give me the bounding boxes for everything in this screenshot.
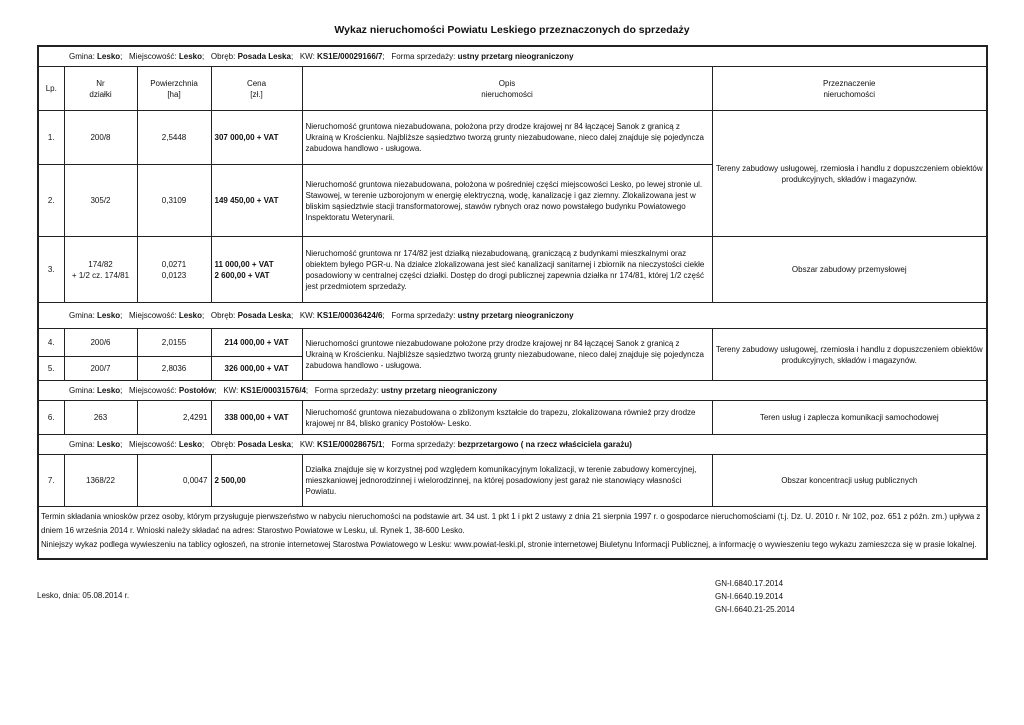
reference-numbers bbox=[715, 577, 795, 616]
group-header-2: Gmina: Lesko; Miejscowość: Lesko; Obręb: Posada Leska; KW: KS1E/00036424/6; Forma sprzedaży: ustny przetarg nieograniczony bbox=[38, 303, 987, 329]
reference-number: GN-I.6840.17.2014 bbox=[715, 579, 784, 588]
header-przeznaczenie: Przeznaczenie nieruchomości bbox=[712, 67, 987, 111]
header-opis: Opis nieruchomości bbox=[302, 67, 712, 111]
reference-number: GN-I.6640.21-25.2014 bbox=[715, 605, 795, 614]
przeznaczenie-7: Obszar koncentracji usług publicznych bbox=[712, 455, 987, 507]
footer-note bbox=[38, 507, 987, 560]
header-lp: Lp. bbox=[38, 67, 64, 111]
przeznaczenie-4-5: Tereny zabudowy usługowej, rzemiosła i handlu z dopuszczeniem obiektów produkcyjnych, składów i magazynów. bbox=[712, 329, 987, 381]
group-header-4: Gmina: Lesko; Miejscowość: Lesko; Obręb: Posada Leska; KW: KS1E/00028675/1; Forma sprzedaży: bezprzetargowo ( na rzecz właściciela garażu) bbox=[38, 435, 987, 455]
table-row: 7. 1368/22 0,0047 2 500,00 Działka znajduje się w korzystnej pod względem komunikacyjnym lokalizacji, w terenie zabudowy komercyjnej, mieszkaniowej jednorodzinnej i wielorodzinnej, na której posadowiony jest garaż nie stanowiący własności Powiatu. Obszar koncentracji usług publicznych bbox=[38, 455, 987, 507]
table-row: 4. 200/6 2,0155 214 000,00 + VAT Nieruchomości gruntowe niezabudowane położone przy drodze krajowej nr 84 łączącej Sanok z granicą z Ukrainą w Krościenku. Najbliższe sąsiedztwo tworzą grunty niezabudowane, nieco dalej znajduje się pojedyncza zabudowa handlowo - usługowa. Tereny zabudowy usługowej, rzemiosła i handlu z dopuszczeniem obiektów produkcyjnych, składów i magazynów. bbox=[38, 329, 987, 357]
table-row: 1. 200/8 2,5448 307 000,00 + VAT Nieruchomość gruntowa niezabudowana, położona przy drodze krajowej nr 84 łączącej Sanok z granicą z Ukrainą w Krościenku. Najbliższe sąsiedztwo tworzą grunty niezabudowane, nieco dalej znajduje się pojedyncza zabudowa handlowo - usługowa. Tereny zabudowy usługowej, rzemiosła i handlu z dopuszczeniem obiektów produkcyjnych, składów i magazynów. bbox=[38, 111, 987, 165]
footer-paragraph-1: Termin składania wniosków przez osoby, którym przysługuje pierwszeństwo w nabyciu nieruchomości na podstawie art. 34 ust. 1 pkt 1 i pkt 2 ustawy z dnia 21 sierpnia 1997 r. o gospodarce nieruchomościami (t.j. Dz. U. 2010 r. Nr 102, poz. 651 z późn. zm.) upływa z dniem 16 września 2014 r. Wnioski należy składać na adres: Starostwo Powiatowe w Lesku, ul. Rynek 1, 38-600 Lesko. bbox=[41, 512, 981, 535]
przeznaczenie-6: Teren usług i zaplecza komunikacji samochodowej bbox=[712, 401, 987, 435]
document-title: Wykaz nieruchomości Powiatu Leskiego przeznaczonych do sprzedaży bbox=[334, 24, 690, 36]
reference-number: GN-I.6640.19.2014 bbox=[715, 592, 784, 601]
property-table bbox=[37, 45, 988, 560]
przeznaczenie-3: Obszar zabudowy przemysłowej bbox=[712, 237, 987, 303]
przeznaczenie-1-2: Tereny zabudowy usługowej, rzemiosła i handlu z dopuszczeniem obiektów produkcyjnych, składów i magazynów. bbox=[712, 111, 987, 237]
table-row: 2. 305/2 0,3109 149 450,00 + VAT Nieruchomość gruntowa niezabudowana, położona w pośredniej części miejscowości Lesko, po lewej stronie ul. Stawowej, w terenie uzborojonym w energię elektryczną, wodę, kanalizację i gaz ziemny. Zlokalizowana jest w bliskim sąsiedztwie stacji transformatorowej, stawów rybnych oraz nowo powstałego budynku Powiatowego Inspektoratu Weterynarii. bbox=[38, 165, 987, 237]
group-header-1: Gmina: Lesko; Miejscowość: Lesko; Obręb: Posada Leska; KW: KS1E/00029166/7; Forma sprzedaży: ustny przetarg nieograniczony bbox=[38, 46, 987, 67]
footer-paragraph-2: Niniejszy wykaz podlega wywieszeniu na tablicy ogłoszeń, na stronie internetowej Starostwa Powiatowego w Lesku: www.powiat-leski.pl, stronie internetowej Biuletynu Informacji Publicznej, a informację o wywieszeniu tego wykazu zamieszcza się w prasie lokalnej. bbox=[41, 540, 977, 549]
place-date: Lesko, dnia: 05.08.2014 r. bbox=[37, 591, 130, 600]
table-row: 3. 174/82 + 1/2 cz. 174/81 0,0271 0,0123 11 000,00 + VAT 2 600,00 + VAT Nieruchomość gruntowa nr 174/82 jest działką niezabudowaną, graniczącą z budynkami mieszkalnymi oraz obiektem byłego PGR-u. Na działce zlokalizowana jest sieć kanalizacji sanitarnej i zbiornik na nieczystości ciekłe posadowiony w centralnej części działki. Dostęp do drogi publicznej zapewnia działka nr 174/81, której 1/2 część jest przedmiotem sprzedaży. Obszar zabudowy przemysłowej bbox=[38, 237, 987, 303]
table-row: 5. 200/7 2,8036 326 000,00 + VAT bbox=[38, 357, 987, 381]
header-powierzchnia: Powierzchnia [ha] bbox=[137, 67, 211, 111]
table-header bbox=[38, 67, 987, 111]
table-row: 6. 263 2,4291 338 000,00 + VAT Nieruchomość gruntowa niezabudowana o zbliżonym kształcie do trapezu, zlokalizowana również przy drodze krajowej nr 84, blisko granicy Postołów- Lesko. Teren usług i zaplecza komunikacji samochodowej bbox=[38, 401, 987, 435]
header-nr: Nr działki bbox=[64, 67, 137, 111]
header-cena: Cena [zł.] bbox=[211, 67, 302, 111]
group-header-3: Gmina: Lesko; Miejscowość: Postołów; KW: KS1E/00031576/4; Forma sprzedaży: ustny przetarg nieograniczony bbox=[38, 381, 987, 401]
